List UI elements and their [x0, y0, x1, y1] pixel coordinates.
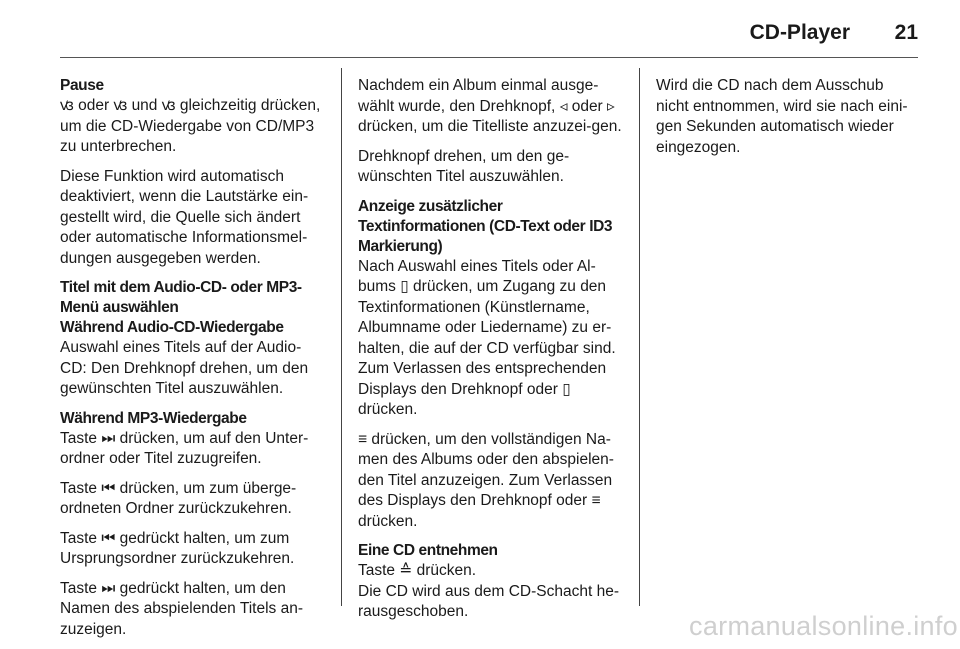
text-info-paragraph-2: ≡ drücken, um den vollständigen Na-men des Albums oder den abspielen-den Titel anzuzeigen. Zum Verlassen des Displays den Drehknopf oder ≡ drücken.	[358, 430, 614, 530]
eject-paragraph-2: Die CD wird aus dem CD-Schacht he-rausgeschoben.	[358, 582, 620, 620]
album-paragraph-1: Nachdem ein Album einmal ausge-wählt wurde, den Drehknopf, ◃ oder ▹ drücken, um die Titelliste anzuzei-gen.	[358, 77, 622, 135]
mp3-paragraph-4: Taste ⏭ gedrückt halten, um den Namen des abspielenden Titels an-zuzeigen.	[60, 579, 303, 638]
audio-cd-heading: Während Audio-CD-Wiedergabe	[60, 319, 284, 336]
text-info-paragraph-1: Nach Auswahl eines Titels oder Al-bums ▯ drücken, um Zugang zu den Textinformationen (Künstlername, Albumname oder Liedername) zu er-halten, die auf der CD verfügbar sind. Zum Verlassen des entsprechenden Displays den Drehknopf oder ▯ drücken.	[358, 257, 616, 418]
mp3-heading: Während MP3-Wiedergabe	[60, 409, 247, 427]
mp3-paragraph-3: Taste ⏮ gedrückt halten, um zum Ursprungsordner zurückzukehren.	[60, 529, 295, 567]
column-divider-2	[639, 68, 640, 606]
page-title: CD-Player	[749, 21, 850, 44]
column-3	[656, 76, 920, 167]
header-rule	[60, 57, 918, 58]
column-2	[358, 76, 622, 632]
pause-paragraph-2: Diese Funktion wird automatisch deaktiviert, wenn die Lautstärke ein-gestellt wird, die Quelle sich ändert oder automatische Informationsmel-dungen ausgegeben werden.	[60, 167, 309, 267]
mp3-paragraph-2: Taste ⏮ drücken, um zum überge-ordneten Ordner zurückzukehren.	[60, 479, 297, 517]
page-number: 21	[894, 21, 918, 44]
page-header	[60, 10, 918, 56]
mp3-paragraph-1: Taste ⏭ drücken, um auf den Unter-ordner oder Titel zuzugreifen.	[60, 429, 309, 467]
auto-retract-paragraph: Wird die CD nach dem Ausschub nicht entnommen, wird sie nach eini-gen Sekunden automatisch wieder eingezogen.	[656, 77, 908, 156]
pause-paragraph-1: ꟃ oder ꟃ und ꟃ gleichzeitig drücken, um die CD-Wiedergabe von CD/MP3 zu unterbrechen.	[60, 97, 321, 155]
audio-cd-paragraph: Auswahl eines Titels auf der Audio-CD: Den Drehknopf drehen, um den gewünschten Titel auszuwählen.	[60, 339, 309, 397]
pause-heading: Pause	[60, 77, 104, 94]
eject-paragraph-1: Taste ≙ drücken.	[358, 562, 477, 579]
watermark: carmanualsonline.info	[689, 611, 958, 641]
column-1	[60, 76, 324, 649]
eject-heading: Eine CD entnehmen	[358, 542, 498, 559]
album-paragraph-2: Drehknopf drehen, um den ge-wünschten Titel auszuwählen.	[358, 147, 570, 185]
column-divider-1	[341, 68, 342, 606]
text-info-heading: Anzeige zusätzlicher Textinformationen (CD-Text oder ID3 Markierung)	[358, 197, 613, 255]
select-menu-heading: Titel mit dem Audio-CD- oder MP3-Menü auswählen	[60, 279, 302, 316]
